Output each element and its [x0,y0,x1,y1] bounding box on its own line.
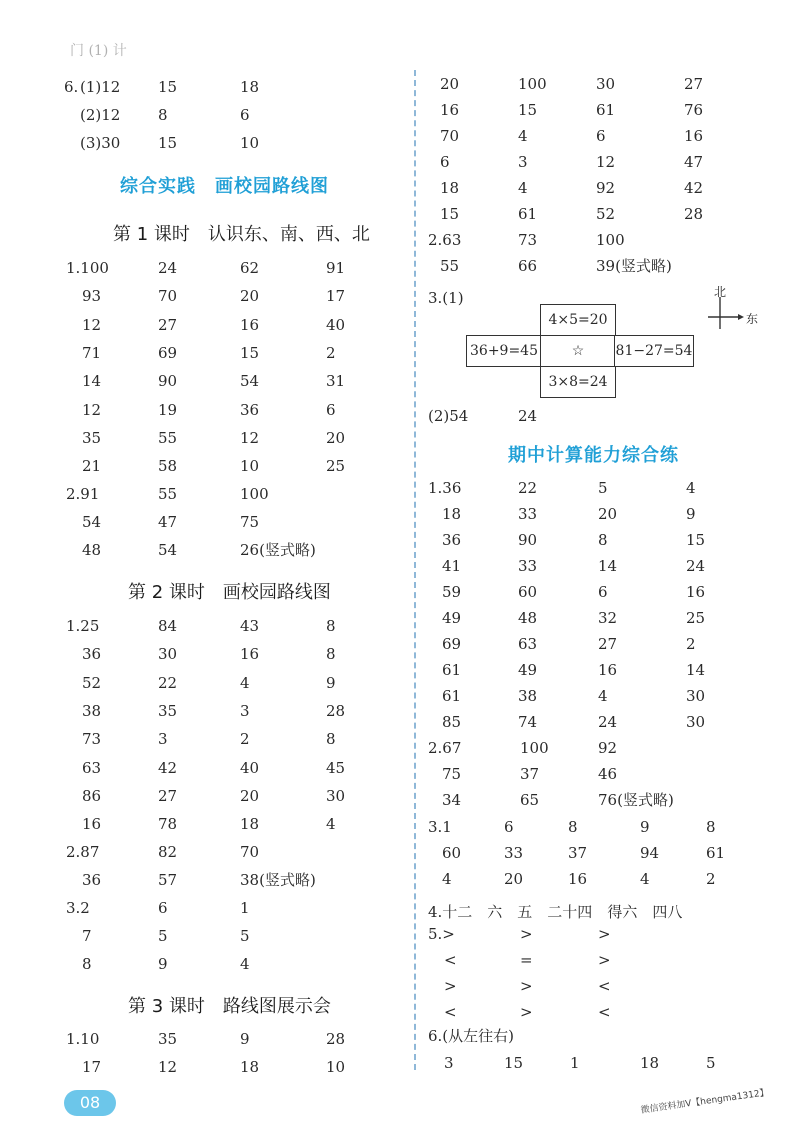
l1-q2-cell: 26(竖式略) [240,541,316,559]
cont-cell: 3 [518,153,528,171]
cont-cell: 16 [684,127,704,145]
l1-q1-cell: 17 [326,287,346,306]
l1-q1-cell: 70 [158,287,178,306]
m-q1-cell: 32 [598,609,618,627]
m-q3-cell: 33 [504,844,524,862]
l1-q1-cell: 55 [158,428,178,447]
l3-q1-cell: 9 [240,1030,250,1048]
m-q1-cell: 6 [598,583,608,601]
m-q3-cell: 8 [568,818,578,836]
compass-east-label: 东 [746,312,759,326]
m-q1-cell: 1.36 [428,479,462,497]
m-q6-cell: 18 [640,1054,660,1072]
q6-cell: 8 [158,106,168,124]
m-q1-cell: 36 [442,531,462,549]
r-q2-cell: 2.63 [428,231,462,249]
m-q1-cell: 22 [518,479,538,497]
m-q2-cell: 92 [598,739,618,757]
m-q1-cell: 74 [518,713,538,731]
l1-q2-cell: 100 [240,485,269,503]
m-q1-cell: 24 [686,557,706,575]
m-q1-cell: 33 [518,505,538,523]
q6-cell: 6 [240,106,250,124]
l1-q1-cell: 54 [240,372,260,391]
m-q1-cell: 8 [598,531,608,549]
q6-cell: (1)12 [80,78,121,96]
cont-cell: 100 [518,75,547,93]
m-q5-cell: < [444,1003,457,1021]
l2-q3-cell: 5 [158,927,168,945]
l1-q1-cell: 40 [326,315,346,334]
m-q1-cell: 61 [442,687,462,705]
m-q2-cell: 2.67 [428,739,462,757]
m-q5-cell: = [520,951,533,969]
l2-q1-cell: 40 [240,758,260,777]
l1-q1-cell: 93 [82,287,102,306]
m-q1-cell: 90 [518,531,538,549]
l2-q2-cell: 38(竖式略) [240,871,316,889]
l2-q1-cell: 28 [326,701,346,720]
l3-q1-cell: 10 [326,1058,346,1076]
l2-q1-cell: 84 [158,617,178,635]
cont-cell: 6 [440,153,450,171]
l2-q1-cell: 27 [158,786,178,805]
m-q2-cell: 65 [520,791,540,809]
l2-q3-cell: 3.2 [66,899,90,917]
l2-q1-cell: 42 [158,758,178,777]
m-q5-cell: 5.> [428,925,455,943]
m-q1-cell: 49 [518,661,538,679]
m-q6-label: 6.(从左往右) [428,1027,515,1045]
cont-cell: 6 [596,127,606,145]
midterm-title: 期中计算能力综合练 [508,445,679,466]
m-q1-cell: 33 [518,557,538,575]
m-q1-cell: 4 [598,687,608,705]
m-q6-cell: 15 [504,1054,524,1072]
cont-cell: 15 [518,101,538,119]
l2-q1-cell: 3 [158,730,168,749]
m-q3-cell: 4 [640,870,650,888]
cont-cell: 4 [518,127,528,145]
m-q5-cell: < [598,977,611,995]
m-q1-cell: 69 [442,635,462,653]
m-q2-cell: 100 [520,739,549,757]
l3-q1-cell: 35 [158,1030,178,1048]
l2-q1-cell: 45 [326,758,346,777]
l2-q1-cell: 2 [240,730,250,749]
m-q2-cell: 46 [598,765,618,783]
m-q1-cell: 2 [686,635,696,653]
l3-q1-cell: 18 [240,1058,260,1076]
l2-q2-cell: 70 [240,843,260,861]
m-q1-cell: 30 [686,687,706,705]
r-q2-cell: 39(竖式略) [596,257,672,275]
m-q1-cell: 14 [686,661,706,679]
m-q5-cell: < [444,951,457,969]
l1-q1-cell: 12 [240,428,260,447]
l1-q1-cell: 36 [240,400,260,419]
m-q1-cell: 20 [598,505,618,523]
m-q1-cell: 15 [686,531,706,549]
l1-q1-cell: 24 [158,259,178,277]
cont-cell: 28 [684,205,704,223]
l1-q1-cell: 2 [326,343,336,362]
m-q3-cell: 2 [706,870,716,888]
m-q2-cell: 34 [442,791,462,809]
m-q1-cell: 30 [686,713,706,731]
lesson3-title: 第 3 课时 路线图展示会 [128,996,331,1017]
m-q3-cell: 16 [568,870,588,888]
m-q1-cell: 60 [518,583,538,601]
m-q1-cell: 5 [598,479,608,497]
m-q1-cell: 4 [686,479,696,497]
l2-q1-cell: 4 [240,673,250,692]
m-q1-cell: 16 [598,661,618,679]
map-center-box: ☆ [540,335,616,367]
l1-q1-cell: 21 [82,457,102,476]
l2-q1-cell: 63 [82,758,102,777]
map-right-box: 81−27=54 [614,335,694,367]
l1-q1-cell: 20 [326,428,346,447]
l2-q1-cell: 30 [326,786,346,805]
l1-q2-cell: 48 [82,541,102,559]
l2-q3-cell: 7 [82,927,92,945]
page-number-badge: 08 [64,1090,116,1116]
l2-q1-cell: 9 [326,673,336,692]
l2-q2-cell: 36 [82,871,102,889]
q6-cell: (3)30 [80,134,121,152]
m-q1-cell: 18 [442,505,462,523]
m-q6-cell: 3 [444,1054,454,1072]
m-q6-cell: 1 [570,1054,580,1072]
cont-cell: 61 [596,101,616,119]
l1-q1-cell: 69 [158,343,178,362]
l2-q2-cell: 82 [158,843,178,861]
l2-q1-cell: 38 [82,701,102,720]
l1-q1-cell: 10 [240,457,260,476]
map-left-box: 36+9=45 [466,335,542,367]
l1-q1-cell: 25 [326,457,346,476]
l2-q1-cell: 16 [82,815,102,834]
l1-q1-cell: 14 [82,372,102,391]
l2-q1-cell: 16 [240,645,260,664]
l1-q1-cell: 62 [240,259,260,277]
l1-q2-cell: 2.91 [66,485,100,503]
m-q3-cell: 61 [706,844,726,862]
cont-cell: 27 [684,75,704,93]
l2-q1-cell: 1.25 [66,617,100,635]
l1-q1-cell: 31 [326,372,346,391]
m-q1-cell: 16 [686,583,706,601]
m-q1-cell: 9 [686,505,696,523]
l1-q1-cell: 20 [240,287,260,306]
cont-cell: 20 [440,75,460,93]
l2-q1-cell: 22 [158,673,178,692]
l2-q3-cell: 8 [82,955,92,973]
m-q5-cell: > [520,977,533,995]
l1-q1-cell: 15 [240,343,260,362]
m-q5-cell: > [520,1003,533,1021]
l1-q1-cell: 16 [240,315,260,334]
m-q3-cell: 60 [442,844,462,862]
m-q2-cell: 75 [442,765,462,783]
l1-q1-cell: 6 [326,400,336,419]
m-q3-cell: 8 [706,818,716,836]
l2-q3-cell: 4 [240,955,250,973]
l2-q1-cell: 8 [326,645,336,664]
m-q5-cell: > [598,951,611,969]
m-q3-cell: 3.1 [428,818,452,836]
m-q1-cell: 85 [442,713,462,731]
l2-q1-cell: 36 [82,645,102,664]
r-q2-cell: 55 [440,257,460,275]
column-divider [414,70,416,1070]
l1-q2-cell: 75 [240,513,260,531]
l1-q1-cell: 12 [82,315,102,334]
m-q1-cell: 41 [442,557,462,575]
r-q3b-cell: 24 [518,407,538,425]
m-q1-cell: 63 [518,635,538,653]
m-q1-cell: 48 [518,609,538,627]
l2-q1-cell: 18 [240,815,260,834]
m-q2-cell: 37 [520,765,540,783]
m-q2-cell: 76(竖式略) [598,791,674,809]
cont-cell: 4 [518,179,528,197]
l2-q3-cell: 9 [158,955,168,973]
map-top-box: 4×5=20 [540,304,616,336]
cont-cell: 16 [440,101,460,119]
watermark-text: 微信资料加V【hengma1312】 [640,1088,770,1116]
q6-cell: 15 [158,78,178,96]
top-fragment: 门 (1) 计 [70,43,127,59]
cont-cell: 92 [596,179,616,197]
m-q5-cell: > [520,925,533,943]
m-q5-cell: > [598,925,611,943]
l1-q2-cell: 54 [82,513,102,531]
l3-q1-cell: 12 [158,1058,178,1076]
cont-cell: 42 [684,179,704,197]
m-q3-cell: 20 [504,870,524,888]
m-q5-cell: > [444,977,457,995]
l1-q1-cell: 27 [158,315,178,334]
l2-q1-cell: 8 [326,730,336,749]
m-q4-row: 4.十二 六 五 二十四 得六 四八 [428,903,683,921]
l2-q3-cell: 6 [158,899,168,917]
m-q3-cell: 37 [568,844,588,862]
l2-q1-cell: 20 [240,786,260,805]
r-q2-cell: 100 [596,231,625,249]
l1-q2-cell: 55 [158,485,178,503]
l2-q1-cell: 3 [240,701,250,720]
m-q1-cell: 25 [686,609,706,627]
cont-cell: 70 [440,127,460,145]
m-q1-cell: 27 [598,635,618,653]
m-q1-cell: 49 [442,609,462,627]
l2-q1-cell: 43 [240,617,260,635]
lesson2-title: 第 2 课时 画校园路线图 [128,582,331,603]
q6-cell: (2)12 [80,106,121,124]
l1-q1-cell: 91 [326,259,346,277]
m-q1-cell: 38 [518,687,538,705]
compass-north-label: 北 [714,285,727,299]
cont-cell: 76 [684,101,704,119]
cont-cell: 18 [440,179,460,197]
l3-q1-cell: 28 [326,1030,346,1048]
cont-cell: 12 [596,153,616,171]
l2-q3-cell: 5 [240,927,250,945]
l2-q1-cell: 52 [82,673,102,692]
cont-cell: 47 [684,153,704,171]
q6-cell: 18 [240,78,260,96]
m-q1-cell: 61 [442,661,462,679]
l1-q2-cell: 54 [158,541,178,559]
l1-q1-cell: 58 [158,457,178,476]
m-q3-cell: 4 [442,870,452,888]
l2-q1-cell: 78 [158,815,178,834]
l1-q2-cell: 47 [158,513,178,531]
cont-cell: 52 [596,205,616,223]
l1-q1-cell: 12 [82,400,102,419]
m-q6-cell: 5 [706,1054,716,1072]
m-q3-cell: 6 [504,818,514,836]
m-q3-cell: 9 [640,818,650,836]
cont-cell: 30 [596,75,616,93]
cont-cell: 61 [518,205,538,223]
l2-q2-cell: 57 [158,871,178,889]
l2-q1-cell: 35 [158,701,178,720]
q6-number: 6. [64,78,79,96]
r-q3b-cell: (2)54 [428,407,469,425]
m-q5-cell: < [598,1003,611,1021]
l2-q1-cell: 73 [82,730,102,749]
q6-cell: 15 [158,134,178,152]
lesson1-title: 第 1 课时 认识东、南、西、北 [113,224,370,245]
m-q1-cell: 24 [598,713,618,731]
l2-q3-cell: 1 [240,899,250,917]
map-bottom-box: 3×8=24 [540,366,616,398]
l3-q1-cell: 17 [82,1058,102,1076]
l2-q1-cell: 4 [326,815,336,834]
m-q1-cell: 59 [442,583,462,601]
l1-q1-cell: 71 [82,343,102,362]
l1-q1-cell: 35 [82,428,102,447]
cont-cell: 15 [440,205,460,223]
l1-q1-cell: 90 [158,372,178,391]
section-title: 综合实践 画校园路线图 [120,176,329,197]
r-q2-cell: 73 [518,231,538,249]
l2-q1-cell: 8 [326,617,336,635]
q6-cell: 10 [240,134,260,152]
l3-q1-cell: 1.10 [66,1030,100,1048]
q3-label: 3.(1) [428,289,464,307]
compass [706,283,766,333]
r-q2-cell: 66 [518,257,538,275]
l2-q1-cell: 86 [82,786,102,805]
m-q3-cell: 94 [640,844,660,862]
l1-q1-cell: 1.100 [66,259,109,277]
l1-q1-cell: 19 [158,400,178,419]
l2-q1-cell: 30 [158,645,178,664]
l2-q2-cell: 2.87 [66,843,100,861]
m-q1-cell: 14 [598,557,618,575]
